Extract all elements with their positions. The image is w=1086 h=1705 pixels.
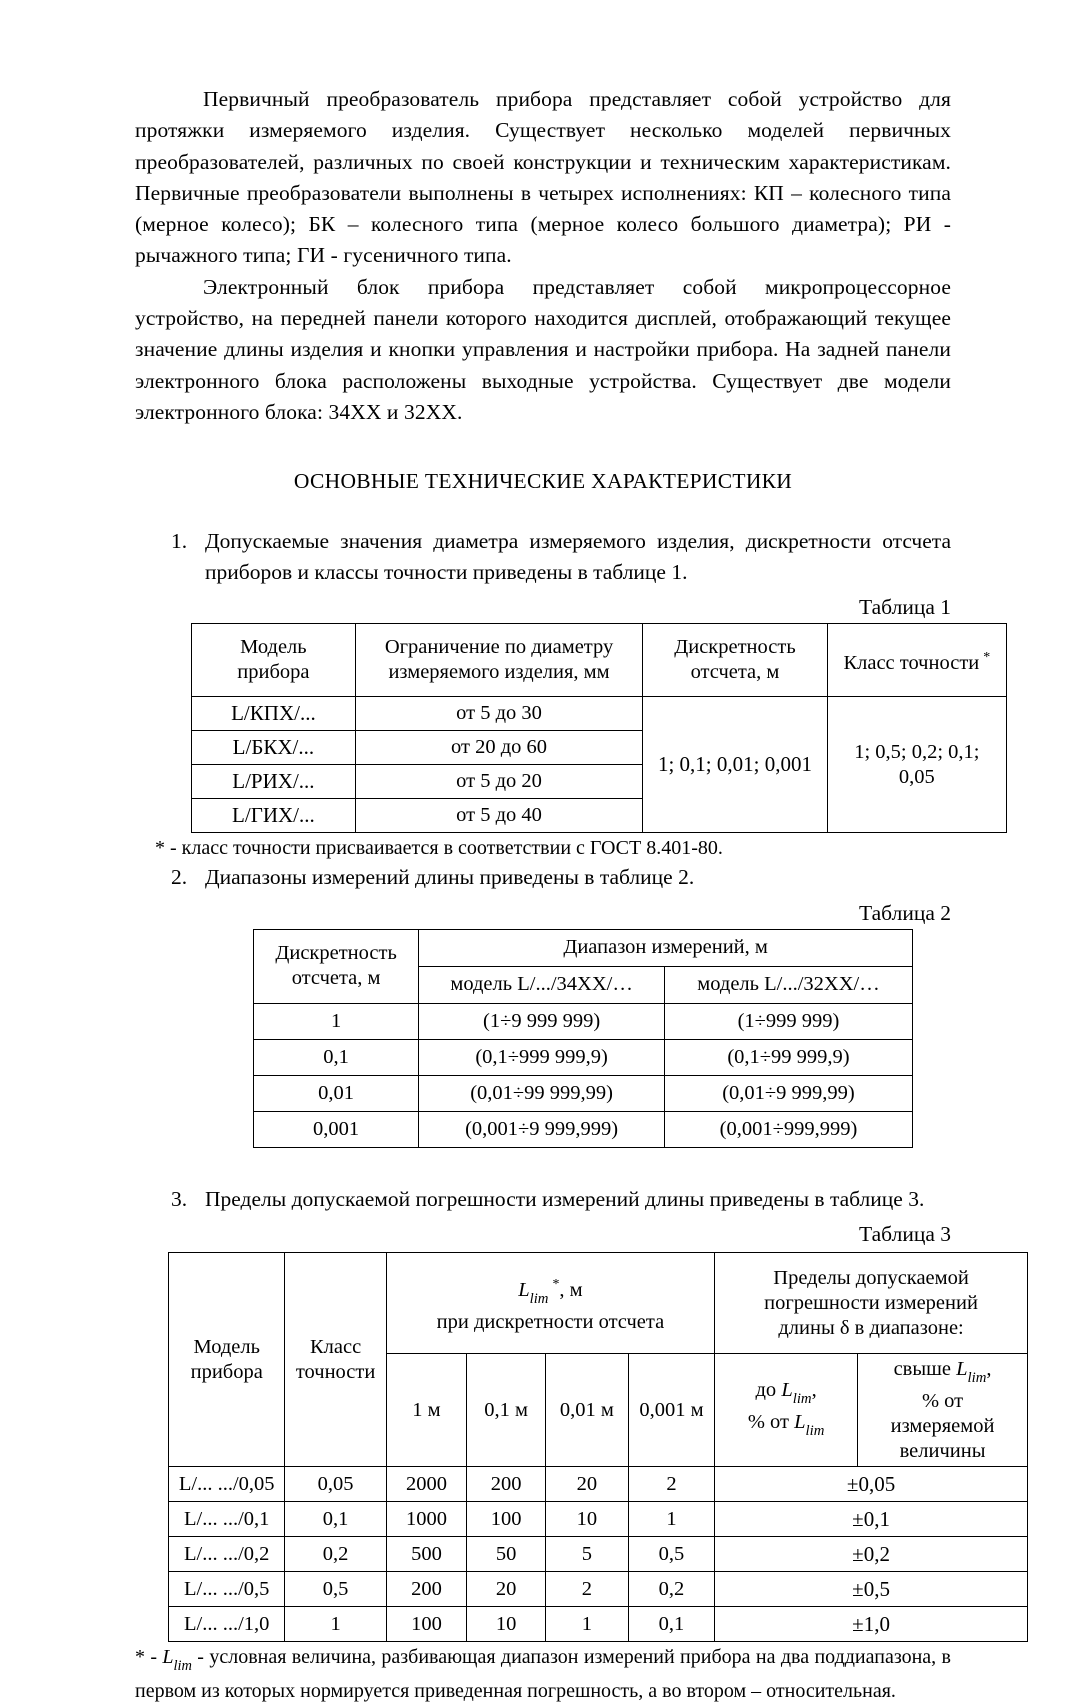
numbered-items-list-2 — [135, 862, 951, 893]
table3-cell-0001m-3: 0,5 — [628, 1537, 714, 1572]
table3-cell-0001m-4: 0,2 — [628, 1572, 714, 1607]
table1-header-row — [192, 624, 1007, 697]
table2-cell-discreteness-2: 0,1 — [254, 1039, 419, 1075]
table3-cell-0001m-5: 0,1 — [628, 1607, 714, 1642]
table2-cell-discreteness-1: 1 — [254, 1003, 419, 1039]
table3-cell-model-3: L/... .../0,2 — [169, 1537, 285, 1572]
table3-header-do-symbol: L — [781, 1379, 793, 1402]
table1-cell-discreteness-values: 1; 0,1; 0,01; 0,001 — [643, 697, 827, 833]
table1-header-diameter-line2: измеряемого изделия, мм — [388, 661, 610, 684]
table3-header-model-line2: прибора — [190, 1360, 263, 1383]
table3-header-over-symbol: L — [956, 1357, 968, 1380]
table1-caption: Таблица 1 — [859, 595, 951, 620]
numbered-items-list-3 — [135, 1184, 951, 1215]
table3-cell-class-4: 0,5 — [285, 1572, 386, 1607]
table3-cell-001m-4: 2 — [545, 1572, 628, 1607]
table1-header-discreteness-line1: Дискретность — [674, 636, 796, 659]
table1-head — [192, 624, 1007, 697]
table3-header-limits-line3: длины δ в диапазоне: — [778, 1316, 964, 1339]
table1-header-accuracy-asterisk: * — [983, 649, 991, 665]
table-row — [254, 1039, 913, 1075]
table2-header-discreteness-line1: Дискретность — [275, 942, 397, 965]
table3-cell-model-4: L/... .../0,5 — [169, 1572, 285, 1607]
table2-cell-model32-2: (0,1÷99 999,9) — [665, 1039, 913, 1075]
table1-cell-diameter-1: от 5 до 30 — [355, 697, 642, 731]
table1-header-diameter — [355, 624, 642, 697]
table2-head — [254, 929, 913, 1003]
table3-cell-01m-1: 200 — [467, 1467, 546, 1502]
table2-wrapper — [135, 929, 951, 1148]
table3-header-model — [169, 1253, 285, 1467]
table3-header-sub-1m: 1 м — [386, 1354, 466, 1467]
table3-footnote-rest: - условная величина, разбивающая диапазон измерений прибора на два поддиапазона, в первом из которых нормируется приведенная погрешность, а во втором – относительная. — [135, 1646, 952, 1703]
table-3 — [168, 1252, 1028, 1642]
table3-cell-0001m-2: 1 — [628, 1502, 714, 1537]
paragraph-electronic-unit: Электронный блок прибора представляет собой микропроцессорное устройство, на передней панели которого находится дисплей, отображающий текущее значение длины изделия и кнопки управления и настройки прибора. На задней панели электронного блока расположены выходные устройства. Существует две модели электронного блока: 34ХХ и 32ХХ. — [135, 274, 951, 424]
item-text-2: Диапазоны измерений длины приведены в таблице 2. — [205, 865, 695, 890]
table3-footnote-symbol: L — [162, 1646, 174, 1669]
table3-cell-deviation-4: ±0,5 — [715, 1572, 1028, 1607]
table3-wrapper — [135, 1252, 995, 1642]
table3-header-over-llim — [858, 1354, 1028, 1467]
numbered-items-list — [135, 526, 951, 587]
table3-cell-1m-4: 200 — [386, 1572, 466, 1607]
table3-header-do-symbol2: L — [794, 1411, 806, 1434]
table3-cell-model-2: L/... .../0,1 — [169, 1502, 285, 1537]
table1-header-discreteness-line2: отсчета, м — [690, 661, 780, 684]
table1-header-accuracy-label: Класс точности — [843, 651, 980, 674]
list-item-2 — [135, 862, 951, 893]
table3-cell-01m-2: 100 — [467, 1502, 546, 1537]
table1-cell-diameter-4: от 5 до 40 — [355, 799, 642, 833]
table2-header-model-32xx: модель L/.../32ХХ/… — [665, 966, 913, 1003]
table2-header-range-group: Диапазон измерений, м — [419, 929, 913, 966]
table3-header-over-line4: величины — [899, 1439, 986, 1462]
table3-header-sub-0001m: 0,001 м — [628, 1354, 714, 1467]
table1-accuracy-line2: 0,05 — [898, 765, 935, 788]
table3-header-llim-line2: при дискретности отсчета — [436, 1310, 665, 1333]
table2-caption: Таблица 2 — [859, 900, 951, 925]
table3-header-do-subscript2: lim — [805, 1423, 825, 1440]
table3-header-over-subscript: lim — [967, 1369, 987, 1386]
table3-header-over-line3: измеряемой — [890, 1414, 995, 1437]
table3-header-over-prefix: свыше — [893, 1357, 957, 1380]
table3-header-limits-group — [715, 1253, 1028, 1354]
table3-cell-001m-2: 10 — [545, 1502, 628, 1537]
table-row — [254, 1111, 913, 1147]
table-row — [169, 1467, 1028, 1502]
table3-header-llim-asterisk: * — [552, 1276, 560, 1292]
item-number-2: 2. — [171, 865, 188, 890]
table2-cell-model32-1: (1÷999 999) — [665, 1003, 913, 1039]
table2-cell-model34-4: (0,001÷9 999,999) — [419, 1111, 665, 1147]
table-row — [192, 697, 1007, 731]
table2-cell-discreteness-3: 0,01 — [254, 1075, 419, 1111]
table2-header-discreteness — [254, 929, 419, 1003]
table2-header-row-1 — [254, 929, 913, 966]
list-item-1 — [135, 526, 951, 587]
table1-wrapper — [135, 623, 991, 833]
table1-cell-diameter-2: от 20 до 60 — [355, 731, 642, 765]
table2-cell-model32-4: (0,001÷999,999) — [665, 1111, 913, 1147]
table3-footnote — [135, 1644, 951, 1705]
table3-header-llim-symbol: L — [518, 1278, 530, 1301]
table3-header-class-line2: точности — [295, 1360, 376, 1383]
table-row — [169, 1572, 1028, 1607]
table1-header-discreteness — [643, 624, 827, 697]
table3-header-accuracy-class — [285, 1253, 386, 1467]
table3-cell-1m-5: 100 — [386, 1607, 466, 1642]
table3-body — [169, 1467, 1028, 1642]
table3-header-class-line1: Класс — [310, 1335, 362, 1358]
table3-header-do-subscript: lim — [792, 1391, 812, 1408]
table1-cell-model-2: L/БКХ/... — [192, 731, 356, 765]
table3-cell-001m-1: 20 — [545, 1467, 628, 1502]
table3-head — [169, 1253, 1028, 1467]
item-text-1: Допускаемые значения диаметра измеряемого изделия, дискретности отсчета приборов и классы точности приведены в таблице 1. — [205, 529, 951, 584]
table-2 — [253, 929, 913, 1148]
table2-header-discreteness-line2: отсчета, м — [291, 967, 381, 990]
table1-header-model-line1: Модель — [240, 636, 307, 659]
table1-header-model-line2: прибора — [237, 661, 310, 684]
table3-header-do-prefix: до — [755, 1379, 782, 1402]
table1-header-diameter-line1: Ограничение по диаметру — [384, 636, 614, 659]
table3-cell-model-1: L/... .../0,05 — [169, 1467, 285, 1502]
table-row — [254, 1003, 913, 1039]
table2-body — [254, 1003, 913, 1147]
table3-header-up-to-llim — [715, 1354, 858, 1467]
table3-cell-001m-5: 1 — [545, 1607, 628, 1642]
table3-header-row-1 — [169, 1253, 1028, 1354]
table1-header-model — [192, 624, 356, 697]
table2-cell-model34-2: (0,1÷999 999,9) — [419, 1039, 665, 1075]
table3-header-over-comma: , — [986, 1357, 992, 1380]
table3-cell-1m-1: 2000 — [386, 1467, 466, 1502]
table1-footnote: * - класс точности присваивается в соответствии с ГОСТ 8.401-80. — [155, 837, 723, 860]
table1-cell-model-3: L/РИХ/... — [192, 765, 356, 799]
table2-cell-model34-1: (1÷9 999 999) — [419, 1003, 665, 1039]
list-item-3 — [135, 1184, 951, 1215]
item-number-3: 3. — [171, 1186, 188, 1211]
table3-header-llim-unit: , м — [559, 1278, 583, 1301]
page-title: ОСНОВНЫЕ ТЕХНИЧЕСКИЕ ХАРАКТЕРИСТИКИ — [293, 469, 793, 494]
table3-cell-class-5: 1 — [285, 1607, 386, 1642]
table1-cell-diameter-3: от 5 до 20 — [355, 765, 642, 799]
table2-cell-model32-3: (0,01÷9 999,99) — [665, 1075, 913, 1111]
table3-cell-01m-3: 50 — [467, 1537, 546, 1572]
table2-cell-discreteness-4: 0,001 — [254, 1111, 419, 1147]
table3-header-model-line1: Модель — [193, 1335, 260, 1358]
table3-header-do-percent: % от — [747, 1411, 795, 1434]
table1-cell-model-1: L/КПХ/... — [192, 697, 356, 731]
table3-footnote-subscript: lim — [173, 1658, 192, 1675]
table3-header-llim-subscript: lim — [529, 1290, 549, 1307]
table2-header-model-34xx: модель L/.../34ХХ/… — [419, 966, 665, 1003]
table3-header-llim-group — [386, 1253, 714, 1354]
table-row — [169, 1607, 1028, 1642]
table3-header-sub-001m: 0,01 м — [545, 1354, 628, 1467]
table3-header-do-comma: , — [811, 1379, 817, 1402]
table3-cell-deviation-3: ±0,2 — [715, 1537, 1028, 1572]
table3-header-limits-line2: погрешности измерений — [764, 1291, 978, 1314]
paragraph-primary-transducer: Первичный преобразователь прибора представляет собой устройство для протяжки измеряемого изделия. Существует несколько моделей первичных преобразователей, различных по своей конструкции и техническим характеристикам. Первичные преобразователи выполнены в четырех исполнениях: КП – колесного типа (мерное колесо); БК – колесного типа (мерное колесо большого диаметра); РИ - рычажного типа; ГИ - гусеничного типа. — [135, 87, 951, 268]
table3-cell-1m-2: 1000 — [386, 1502, 466, 1537]
table1-accuracy-line1: 1; 0,5; 0,2; 0,1; — [854, 740, 980, 763]
table3-header-over-line2: % от — [921, 1389, 964, 1412]
table3-cell-class-2: 0,1 — [285, 1502, 386, 1537]
document-content — [135, 84, 995, 1705]
table-row — [254, 1075, 913, 1111]
table3-cell-001m-3: 5 — [545, 1537, 628, 1572]
table1-header-accuracy-class — [827, 624, 1006, 697]
table1-cell-accuracy-values — [827, 697, 1006, 833]
table3-cell-class-3: 0,2 — [285, 1537, 386, 1572]
table3-header-limits-line1: Пределы допускаемой — [773, 1266, 969, 1289]
item-number-1: 1. — [171, 529, 188, 554]
table3-cell-01m-5: 10 — [467, 1607, 546, 1642]
item-text-3: Пределы допускаемой погрешности измерений длины приведены в таблице 3. — [205, 1186, 925, 1211]
table1-body — [192, 697, 1007, 833]
table3-cell-1m-3: 500 — [386, 1537, 466, 1572]
table3-footnote-prefix: * - — [135, 1646, 163, 1669]
table3-cell-01m-4: 20 — [467, 1572, 546, 1607]
table3-cell-deviation-1: ±0,05 — [715, 1467, 1028, 1502]
table-row — [169, 1502, 1028, 1537]
table3-cell-deviation-5: ±1,0 — [715, 1607, 1028, 1642]
table3-cell-model-5: L/... .../1,0 — [169, 1607, 285, 1642]
table3-caption: Таблица 3 — [859, 1222, 951, 1247]
table2-cell-model34-3: (0,01÷99 999,99) — [419, 1075, 665, 1111]
table3-header-sub-01m: 0,1 м — [467, 1354, 546, 1467]
table3-cell-class-1: 0,05 — [285, 1467, 386, 1502]
table3-cell-deviation-2: ±0,1 — [715, 1502, 1028, 1537]
table3-cell-0001m-1: 2 — [628, 1467, 714, 1502]
table1-cell-model-4: L/ГИХ/... — [192, 799, 356, 833]
table-1 — [191, 623, 1007, 833]
table-row — [169, 1537, 1028, 1572]
